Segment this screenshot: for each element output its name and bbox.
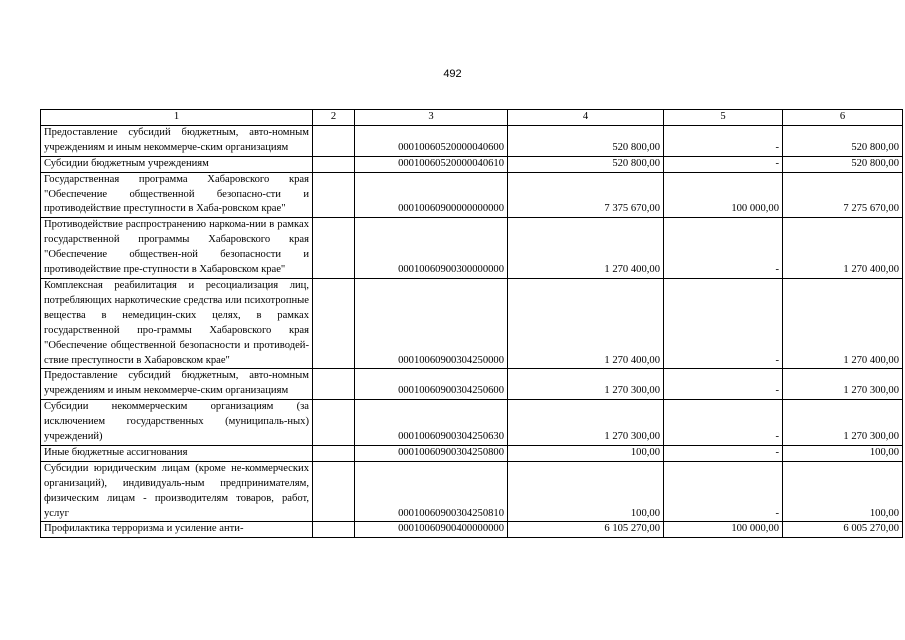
table-row: [41, 522, 903, 538]
row-col2-cell: [313, 172, 355, 218]
row-col4-cell: 1 270 400,00: [508, 218, 664, 279]
row-col6-cell: 1 270 300,00: [783, 400, 903, 446]
table-row: [41, 218, 903, 279]
row-col2-cell: [313, 278, 355, 368]
row-name-cell: Комплексная реабилитация и ресоциализация лиц, потребляющих наркотические средства или психотропные вещества в немедицин-ских целях, в рамках государственной про-граммы Хабаровского края "Обеспечение общественной безопасности и противодей-ствие преступности в Хабаровском крае": [41, 278, 313, 368]
column-header: 5: [664, 110, 783, 126]
row-code-cell: 00010060900304250800: [355, 445, 508, 461]
row-name-cell: Государственная программа Хабаровского края "Обеспечение общественной безопасно-сти и противодействие преступности в Хаба-ровском крае": [41, 172, 313, 218]
table-row: [41, 172, 903, 218]
row-col4-cell: 1 270 300,00: [508, 369, 664, 400]
row-code-cell: 00010060900304250810: [355, 461, 508, 522]
column-header-row: [41, 110, 903, 126]
row-col4-cell: 6 105 270,00: [508, 522, 664, 538]
row-col6-cell: 7 275 670,00: [783, 172, 903, 218]
row-col5-cell: -: [664, 278, 783, 368]
table-row: [41, 125, 903, 156]
column-header: 6: [783, 110, 903, 126]
row-col2-cell: [313, 369, 355, 400]
row-code-cell: 00010060900304250630: [355, 400, 508, 446]
budget-table-body: [41, 110, 903, 538]
row-col5-cell: -: [664, 156, 783, 172]
row-col6-cell: 100,00: [783, 461, 903, 522]
table-row: [41, 156, 903, 172]
column-header: 4: [508, 110, 664, 126]
row-col2-cell: [313, 522, 355, 538]
row-col6-cell: 520 800,00: [783, 125, 903, 156]
row-col4-cell: 1 270 400,00: [508, 278, 664, 368]
row-col6-cell: 1 270 400,00: [783, 278, 903, 368]
row-name-cell: Субсидии юридическим лицам (кроме не-коммерческих организаций), индивидуаль-ным предпринимателям, физическим лицам - производителям товаров, работ, услуг: [41, 461, 313, 522]
row-col5-cell: -: [664, 461, 783, 522]
column-header: 2: [313, 110, 355, 126]
row-name-cell: Субсидии бюджетным учреждениям: [41, 156, 313, 172]
row-code-cell: 00010060900000000000: [355, 172, 508, 218]
row-code-cell: 00010060520000040610: [355, 156, 508, 172]
column-header: 3: [355, 110, 508, 126]
row-col5-cell: -: [664, 218, 783, 279]
row-name-cell: Субсидии некоммерческим организациям (за исключением государственных (муниципаль-ных) учреждений): [41, 400, 313, 446]
row-col4-cell: 100,00: [508, 461, 664, 522]
row-col5-cell: -: [664, 125, 783, 156]
row-col2-cell: [313, 156, 355, 172]
row-col6-cell: 100,00: [783, 445, 903, 461]
row-code-cell: 00010060900400000000: [355, 522, 508, 538]
page-number: 492: [443, 68, 462, 80]
row-col2-cell: [313, 218, 355, 279]
row-col5-cell: -: [664, 400, 783, 446]
row-col4-cell: 7 375 670,00: [508, 172, 664, 218]
row-col4-cell: 520 800,00: [508, 156, 664, 172]
table-row: [41, 369, 903, 400]
row-name-cell: Предоставление субсидий бюджетным, авто-номным учреждениям и иным некоммерче-ским организациям: [41, 125, 313, 156]
row-col2-cell: [313, 461, 355, 522]
row-name-cell: Профилактика терроризма и усиление анти-: [41, 522, 313, 538]
row-col6-cell: 520 800,00: [783, 156, 903, 172]
row-col5-cell: -: [664, 369, 783, 400]
budget-table: [40, 109, 903, 538]
row-col6-cell: 6 005 270,00: [783, 522, 903, 538]
row-col6-cell: 1 270 400,00: [783, 218, 903, 279]
table-row: [41, 278, 903, 368]
row-code-cell: 00010060900304250600: [355, 369, 508, 400]
row-col6-cell: 1 270 300,00: [783, 369, 903, 400]
row-name-cell: Предоставление субсидий бюджетным, авто-номным учреждениям и иным некоммерче-ским организациям: [41, 369, 313, 400]
row-col5-cell: 100 000,00: [664, 522, 783, 538]
row-col4-cell: 1 270 300,00: [508, 400, 664, 446]
row-col2-cell: [313, 400, 355, 446]
row-col2-cell: [313, 445, 355, 461]
row-col5-cell: -: [664, 445, 783, 461]
row-code-cell: 00010060900304250000: [355, 278, 508, 368]
row-name-cell: Противодействие распространению наркома-нии в рамках государственной программы Хабаровского края "Обеспечение обществен-ной безопасности и противодействие пре-ступности в Хабаровском крае": [41, 218, 313, 279]
row-code-cell: 00010060520000040600: [355, 125, 508, 156]
row-name-cell: Иные бюджетные ассигнования: [41, 445, 313, 461]
table-row: [41, 445, 903, 461]
row-col2-cell: [313, 125, 355, 156]
row-col4-cell: 100,00: [508, 445, 664, 461]
row-col5-cell: 100 000,00: [664, 172, 783, 218]
row-col4-cell: 520 800,00: [508, 125, 664, 156]
row-code-cell: 00010060900300000000: [355, 218, 508, 279]
table-row: [41, 461, 903, 522]
column-header: 1: [41, 110, 313, 126]
table-row: [41, 400, 903, 446]
